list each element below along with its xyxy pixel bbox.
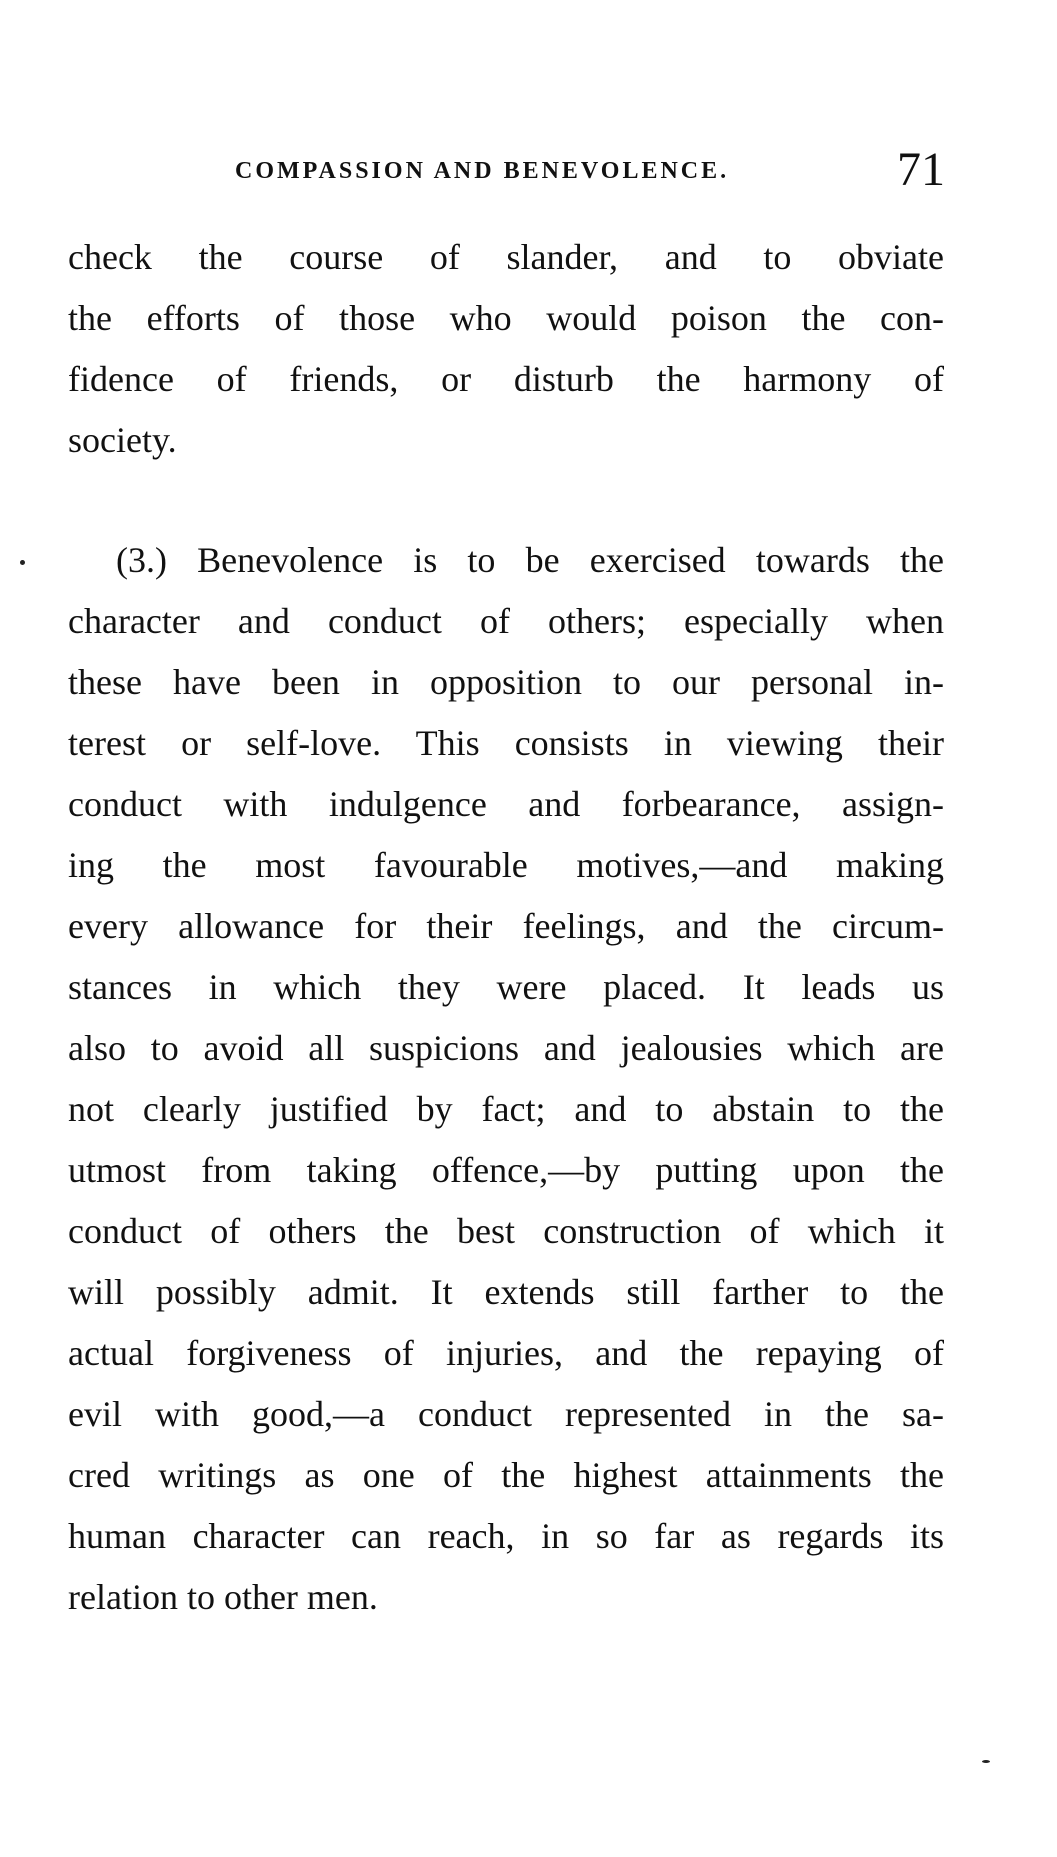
text-line: character and conduct of others; especially when bbox=[68, 601, 944, 641]
text-line: check the course of slander, and to obviate bbox=[68, 237, 944, 277]
running-head bbox=[235, 143, 945, 202]
ink-speck bbox=[20, 560, 25, 565]
paragraph-benevolence bbox=[68, 530, 944, 1628]
text-line: every allowance for their feelings, and the circum- bbox=[68, 906, 944, 946]
text-line: will possibly admit. It extends still farther to the bbox=[68, 1272, 944, 1312]
paragraph-continuation bbox=[68, 227, 944, 471]
text-line: fidence of friends, or disturb the harmony of bbox=[68, 359, 944, 399]
text-line: evil with good,—a conduct represented in the sa- bbox=[68, 1394, 944, 1434]
text-line: these have been in opposition to our personal in- bbox=[68, 662, 944, 702]
text-line: ing the most favourable motives,—and making bbox=[68, 845, 944, 885]
text-line: cred writings as one of the highest attainments the bbox=[68, 1455, 944, 1495]
text-line: the efforts of those who would poison the con- bbox=[68, 298, 944, 338]
page-number: 71 bbox=[897, 143, 945, 196]
running-title: COMPASSION AND BENEVOLENCE. bbox=[235, 158, 730, 184]
text-line: society. bbox=[68, 420, 177, 460]
text-line: relation to other men. bbox=[68, 1577, 378, 1617]
text-line: (3.) Benevolence is to be exercised towards the bbox=[116, 540, 944, 580]
text-line: conduct of others the best construction of which it bbox=[68, 1211, 944, 1251]
text-line: human character can reach, in so far as regards its bbox=[68, 1516, 944, 1556]
text-line: conduct with indulgence and forbearance, assign- bbox=[68, 784, 944, 824]
text-line: utmost from taking offence,—by putting upon the bbox=[68, 1150, 944, 1190]
text-line: not clearly justified by fact; and to abstain to the bbox=[68, 1089, 944, 1129]
ink-speck bbox=[982, 1760, 990, 1763]
text-line: also to avoid all suspicions and jealousies which are bbox=[68, 1028, 944, 1068]
text-line: stances in which they were placed. It leads us bbox=[68, 967, 944, 1007]
text-line: terest or self-love. This consists in viewing their bbox=[68, 723, 944, 763]
text-line: actual forgiveness of injuries, and the repaying of bbox=[68, 1333, 944, 1373]
